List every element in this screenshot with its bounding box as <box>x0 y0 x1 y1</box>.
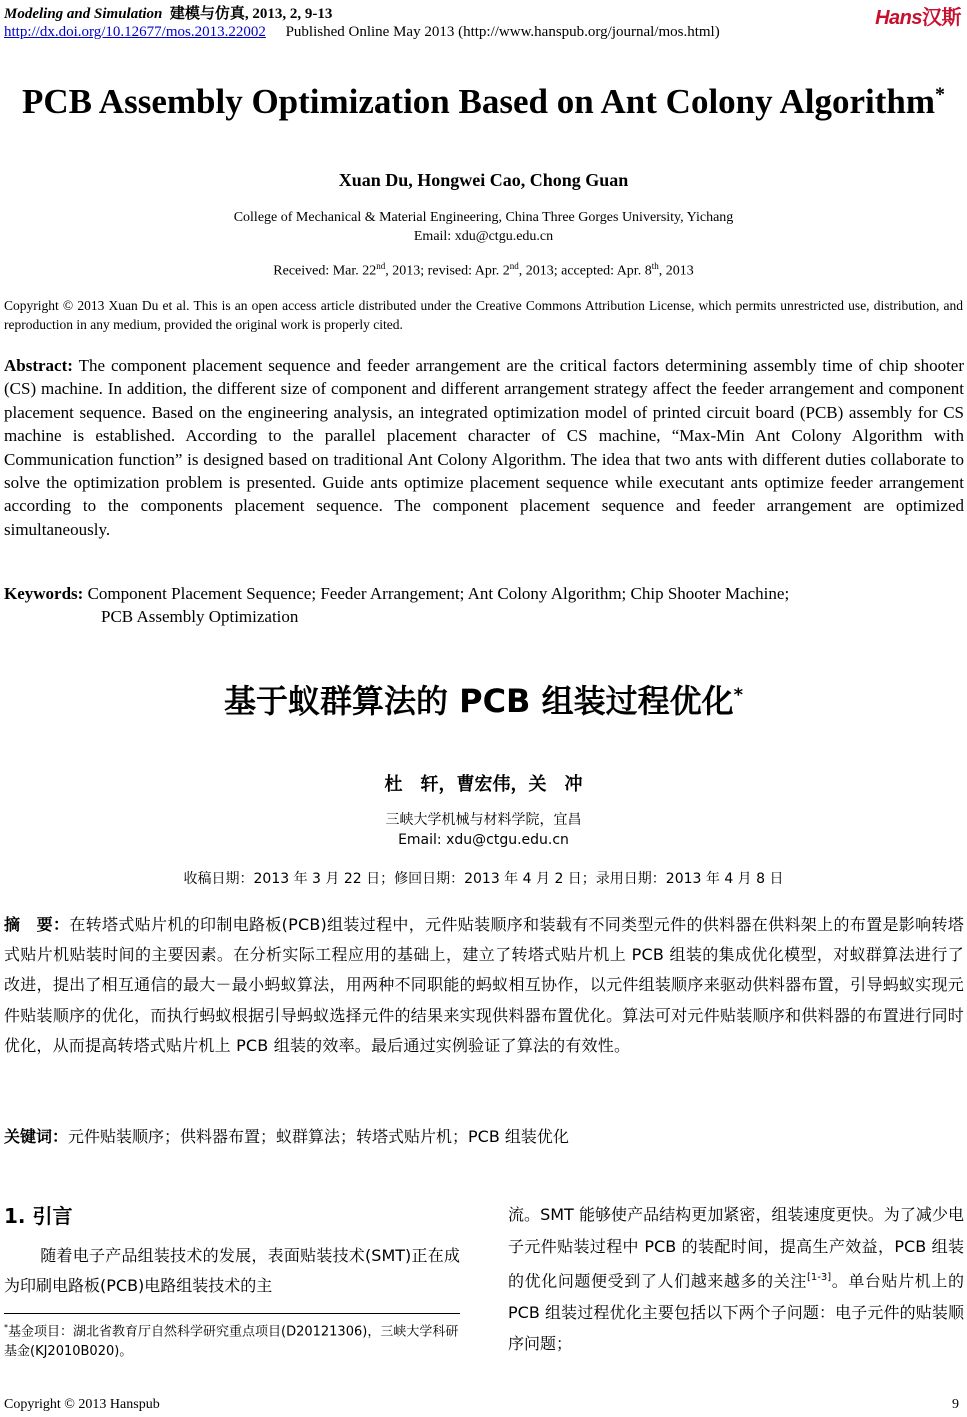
received-part: Received: Mar. 22 <box>273 263 377 279</box>
footnote-mark: * <box>4 1323 8 1332</box>
keywords-en-line2: PCB Assembly Optimization <box>101 607 299 626</box>
body-right-text-2: 。单台贴片机上的 PCB 组装过程优化主要包括以下两个子问题：电子元件的贴装顺序问题； <box>508 1271 964 1354</box>
received-dates-en <box>0 261 967 280</box>
doi-link[interactable]: http://dx.doi.org/10.12677/mos.2013.22002 <box>4 24 266 40</box>
year-part: , 2013 <box>658 263 694 279</box>
footnote-divider <box>4 1313 460 1314</box>
title-en-mark: * <box>935 83 945 106</box>
abstract-en-text: The component placement sequence and feeder arrangement are the critical factors determining assembly time of chip shooter (CS) machine. In addition, the different size of component and different arrangement strategy affect the feeder arrangement and component placement sequence. Based on the engineering analysis, an integrated optimization model of printed circuit board (PCB) assembly for CS machine is established. According to the parallel placement character of CS machine, “Max-Min Ant Colony Algorithm with Communication function” is designed based on traditional Ant Colony Algorithm. The idea that two ants with different duties collaborate to solve the optimization problem is presented. Guide ants optimize placement sequence while executant ants optimize feeder arrangement according to the components placement sequence. The component placement sequence and feeder arrangement are optimized simultaneously. <box>4 356 964 539</box>
body-right-text-1: 流。SMT 能够使产品结构更加紧密，组装速度更快。为了减少电子元件贴装过程中 PCB 的装配时间，提高生产效益，PCB 组装的优化问题便受到了人们越来越多的关注 <box>508 1205 964 1291</box>
abstract-cn-text: 在转塔式贴片机的印制电路板(PCB)组装过程中，元件贴装顺序和装载有不同类型元件的供料器在供料架上的布置是影响转塔式贴片机贴装时间的主要因素。在分析实际工程应用的基础上，建立了转塔式贴片机上 PCB 组装的集成优化模型，对蚁群算法进行了改进，提出了相互通信的最大－最小蚂蚁算法，用两种不同职能的蚂蚁相互协作，以元件组装顺序来驱动供料器布置，引导蚂蚁实现元件贴装顺序的优化，而执行蚂蚁根据引导蚂蚁选择元件的结果来实现供料器布置优化。算法可对元件贴装顺序和供料器的布置进行同时优化，从而提高转塔式贴片机上 PCB 组装的效率。最后通过实例验证了算法的有效性。 <box>4 915 964 1055</box>
abstract-en-label: Abstract: <box>4 356 73 375</box>
logo-latin: Hans <box>875 7 922 29</box>
revised-part: , 2013; revised: Apr. 2 <box>385 263 510 279</box>
authors-cn: 杜 轩，曹宏伟，关 冲 <box>384 774 583 795</box>
keywords-en <box>4 582 964 628</box>
keywords-en-label: Keywords: <box>4 584 84 603</box>
revised-suffix: nd <box>509 261 519 271</box>
abstract-cn <box>4 910 964 1061</box>
affiliation-block-en <box>0 208 967 246</box>
accepted-part: , 2013; accepted: Apr. 8 <box>518 263 652 279</box>
citation[interactable]: [1-3] <box>806 1272 832 1283</box>
authors-en: Xuan Du, Hongwei Cao, Chong Guan <box>338 170 629 190</box>
abstract-en <box>4 354 964 541</box>
affiliation-en: College of Mechanical & Material Engineering, China Three Gorges University, Yichang <box>233 210 734 225</box>
received-suffix: nd <box>376 261 386 271</box>
keywords-cn-text: 元件贴装顺序；供料器布置；蚁群算法；转塔式贴片机；PCB 组装优化 <box>68 1127 569 1146</box>
email-cn: Email: xdu@ctgu.edu.cn <box>398 832 569 848</box>
affiliation-cn: 三峡大学机械与材料学院，宜昌 <box>385 812 582 828</box>
doi-line <box>4 24 720 41</box>
body-column-left <box>4 1241 460 1301</box>
body-left-text: 随着电子产品组装技术的发展，表面贴装技术(SMT)正在成为印刷电路板(PCB)电路组装技术的主 <box>4 1246 460 1295</box>
footnote-text: 基金项目：湖北省教育厅自然科学研究重点项目(D20121306)，三峡大学科研基金(KJ2010B020)。 <box>4 1324 459 1360</box>
hans-logo <box>875 1 961 30</box>
page-number: 9 <box>952 1397 959 1412</box>
footer-copyright: Copyright © 2013 Hanspub <box>4 1397 160 1412</box>
title-cn-text: 基于蚁群算法的 PCB 组装过程优化 <box>223 682 734 720</box>
keywords-en-line1: Component Placement Sequence; Feeder Arrangement; Ant Colony Algorithm; Chip Shooter Machine; <box>87 584 790 603</box>
accepted-suffix: th <box>651 261 659 271</box>
abstract-cn-label: 摘 要： <box>4 915 70 934</box>
published-online: Published Online May 2013 (http://www.hanspub.org/journal/mos.html) <box>285 24 720 40</box>
copyright-notice: Copyright © 2013 Xuan Du et al. This is an open access article distributed under the Creative Commons Attribution License, which permits unrestricted use, distribution, and reproduction in any medium, provided the original work is properly cited. <box>4 298 963 332</box>
title-cn-mark: * <box>733 684 744 706</box>
received-dates-cn: 收稿日期：2013 年 3 月 22 日；修回日期：2013 年 4 月 2 日；录用日期：2013 年 4 月 8 日 <box>183 871 784 887</box>
paper-title-en <box>0 82 967 122</box>
email-en: Email: xdu@ctgu.edu.cn <box>413 229 554 244</box>
logo-cn: 汉斯 <box>922 7 961 29</box>
body-column-right <box>508 1199 964 1360</box>
keywords-cn <box>4 1124 964 1150</box>
journal-cn-info: 建模与仿真, 2013, 2, 9-13 <box>169 6 333 22</box>
affiliation-block-cn <box>0 810 967 850</box>
funding-footnote <box>4 1318 460 1362</box>
journal-header <box>4 2 332 23</box>
keywords-cn-label: 关键词： <box>4 1127 69 1146</box>
title-en-text: PCB Assembly Optimization Based on Ant Colony Algorithm <box>21 82 935 121</box>
section-1-title: 1. 引言 <box>4 1204 73 1228</box>
journal-name: Modeling and Simulation <box>4 6 163 22</box>
paper-title-cn <box>0 676 967 722</box>
